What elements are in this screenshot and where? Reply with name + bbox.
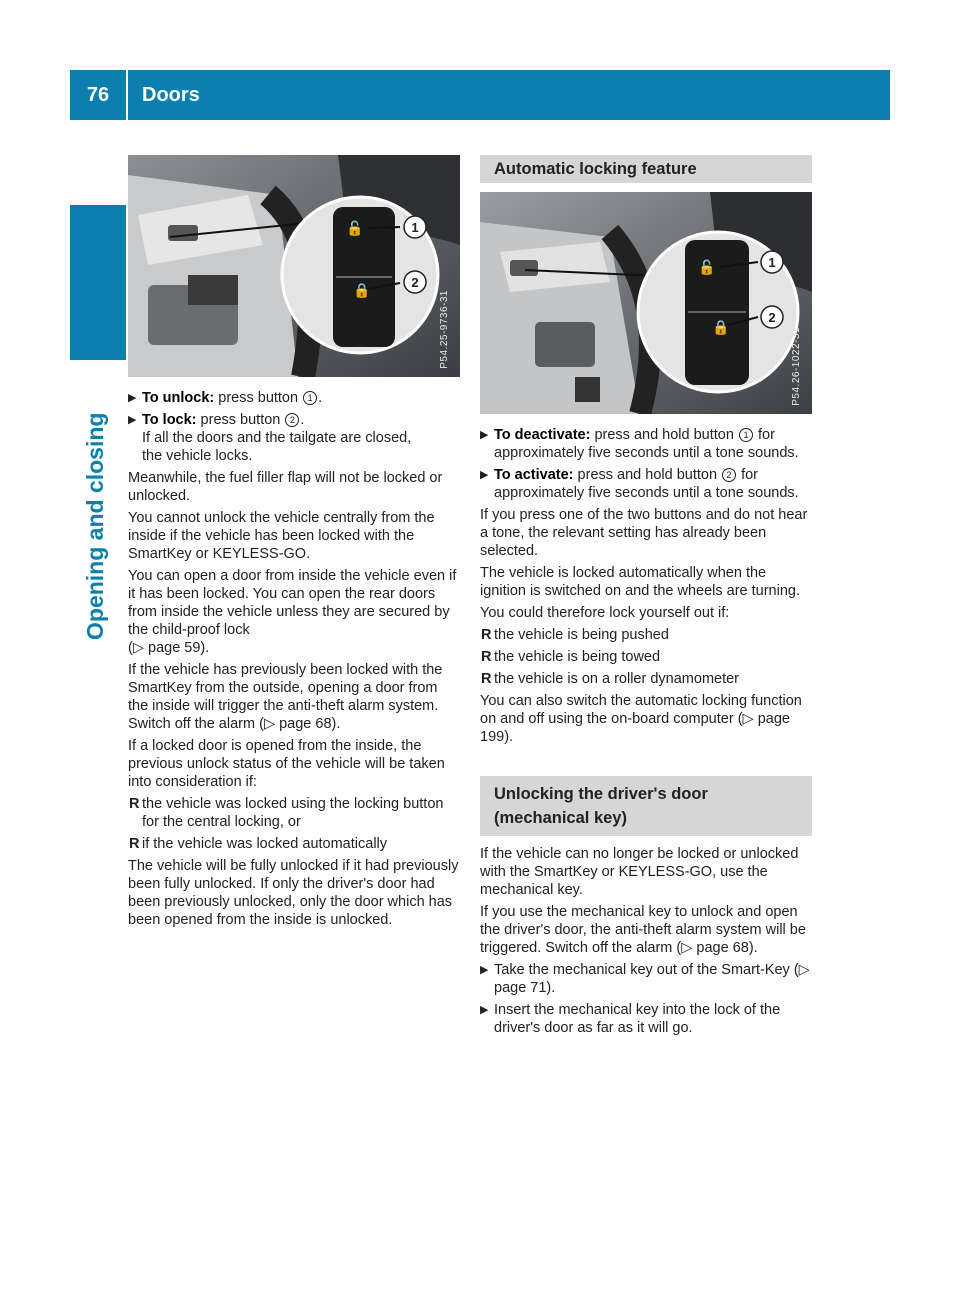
section-heading: Unlocking the driver's door (mechanical key): [480, 776, 812, 836]
button-number-badge: 1: [303, 391, 317, 405]
bullet-icon: R: [481, 649, 492, 665]
paragraph-text: If the vehicle has previously been locked with the SmartKey from the outside, opening a door from the inside will trigger the anti-theft alarm system. Switch off the alarm: [128, 662, 443, 732]
step-arrow-icon: ▶: [480, 469, 489, 481]
paragraph: If a locked door is opened from the inside, the previous unlock status of the vehicle will be taken into consideration if:: [128, 738, 445, 790]
step-label: To unlock:: [142, 390, 215, 406]
list-item-text: if the vehicle was locked automatically: [142, 836, 388, 852]
step-text-after: .: [300, 412, 305, 428]
button-number-badge: 1: [739, 428, 753, 442]
page-reference-link[interactable]: (▷ page 199).: [480, 711, 790, 745]
step-deactivate: [480, 426, 812, 462]
step-arrow-icon: ▶: [480, 1004, 489, 1016]
step-text: Insert the mechanical key into the lock of the driver's door as far as it will go.: [494, 1002, 781, 1036]
list-item: [128, 835, 460, 853]
paragraph: [128, 567, 460, 657]
page-reference-link[interactable]: (▷ page 71).: [494, 962, 810, 996]
step-text: press button: [200, 412, 281, 428]
step-take-key: [480, 961, 812, 997]
bullet-icon: R: [129, 836, 140, 852]
svg-text:🔓: 🔓: [346, 221, 364, 237]
list-item-text: the vehicle is being towed: [494, 649, 661, 665]
callout-1-label: 1: [768, 255, 776, 270]
header-divider: [126, 70, 128, 120]
paragraph-text: You can open a door from inside the vehicle even if it has been locked. You can open the rear doors from inside the vehicle unless they are secured by the child-proof lock: [128, 568, 457, 638]
list-item-text: the vehicle is being pushed: [494, 627, 669, 643]
step-text: Take the mechanical key out of the Smart-Key: [494, 962, 790, 978]
list-item: [480, 670, 812, 688]
step-text: press and hold button: [594, 427, 734, 443]
svg-text:🔒: 🔒: [353, 283, 371, 299]
step-text: press button: [218, 390, 299, 406]
step-lock: [128, 411, 460, 465]
list-item-text: the vehicle was locked using the locking button for the central locking, or: [142, 796, 444, 830]
left-column: [128, 155, 460, 933]
step-text-after: for approximately five seconds until a tone sounds.: [494, 467, 799, 501]
page-header: [70, 70, 890, 120]
step-unlock: [128, 389, 460, 407]
page-reference-link[interactable]: (▷ page 68).: [259, 716, 341, 732]
step-arrow-icon: ▶: [480, 964, 489, 976]
paragraph: [480, 903, 812, 957]
svg-text:🔓: 🔓: [698, 260, 716, 276]
step-text-after: for approximately five seconds until a tone sounds.: [494, 427, 799, 461]
paragraph: [128, 661, 460, 733]
bullet-icon: R: [481, 671, 492, 687]
step-insert-key: [480, 1001, 812, 1037]
step-text: press and hold button: [577, 467, 718, 483]
step-label: To activate:: [494, 467, 574, 483]
step-label: To deactivate:: [494, 427, 591, 443]
paragraph-text: If you use the mechanical key to unlock and open the driver's door, the anti-theft alarm system will be triggered. Switch off the alarm: [480, 904, 806, 956]
svg-text:🔒: 🔒: [712, 320, 730, 336]
page-reference-link[interactable]: (▷ page 68).: [676, 940, 758, 956]
step-note: If all the doors and the tailgate are closed,: [142, 430, 412, 446]
section-title: Doors: [142, 83, 200, 106]
paragraph: You cannot unlock the vehicle centrally from the inside if the vehicle has been locked with the SmartKey or KEYLESS-GO.: [128, 510, 435, 562]
callout-2-label: 2: [768, 310, 776, 325]
paragraph: If you press one of the two buttons and do not hear a tone, the relevant setting has already been selected.: [480, 507, 808, 559]
step-note: the vehicle locks.: [142, 448, 253, 464]
list-item: [480, 648, 812, 666]
step-arrow-icon: ▶: [128, 414, 137, 426]
paragraph: [480, 692, 812, 746]
callout-1-label: 1: [411, 220, 419, 235]
paragraph: You could therefore lock yourself out if:: [480, 605, 730, 621]
figure-id: P54.26-1022-31: [791, 327, 802, 406]
right-column: [480, 155, 812, 1041]
page-number: 76: [86, 83, 110, 106]
callout-2-label: 2: [411, 275, 419, 290]
door-panel-illustration: [480, 192, 812, 414]
paragraph: Meanwhile, the fuel filler flap will not be locked or unlocked.: [128, 470, 443, 504]
paragraph: If the vehicle can no longer be locked or unlocked with the SmartKey or KEYLESS-GO, use the mechanical key.: [480, 846, 799, 898]
lock-buttons-figure: [128, 155, 460, 377]
step-activate: [480, 466, 812, 502]
button-number-badge: 2: [722, 468, 736, 482]
paragraph: The vehicle is locked automatically when the ignition is switched on and the wheels are turning.: [480, 565, 800, 599]
auto-lock-figure: [480, 192, 812, 414]
step-label: To lock:: [142, 412, 197, 428]
page-reference-link[interactable]: (▷ page 59).: [128, 640, 210, 656]
list-item-text: the vehicle is on a roller dynamometer: [494, 671, 740, 687]
step-text-after: .: [318, 390, 323, 406]
paragraph-text: You can also switch the automatic locking function on and off using the on-board computer: [480, 693, 802, 727]
step-arrow-icon: ▶: [480, 429, 489, 441]
door-panel-illustration: [128, 155, 460, 377]
step-arrow-icon: ▶: [128, 392, 137, 404]
paragraph: The vehicle will be fully unlocked if it had previously been fully unlocked. If only the driver's door had been previously unlocked, only the door which has been opened from the inside is unlocked.: [128, 858, 459, 928]
button-number-badge: 2: [285, 413, 299, 427]
figure-id: P54.25-9736-31: [439, 290, 450, 369]
bullet-icon: R: [481, 627, 492, 643]
side-tab-marker: [70, 205, 126, 360]
list-item: [128, 795, 460, 831]
section-heading: Automatic locking feature: [480, 155, 812, 183]
bullet-icon: R: [129, 796, 140, 812]
list-item: [480, 626, 812, 644]
chapter-side-label: Opening and closing: [82, 412, 108, 640]
